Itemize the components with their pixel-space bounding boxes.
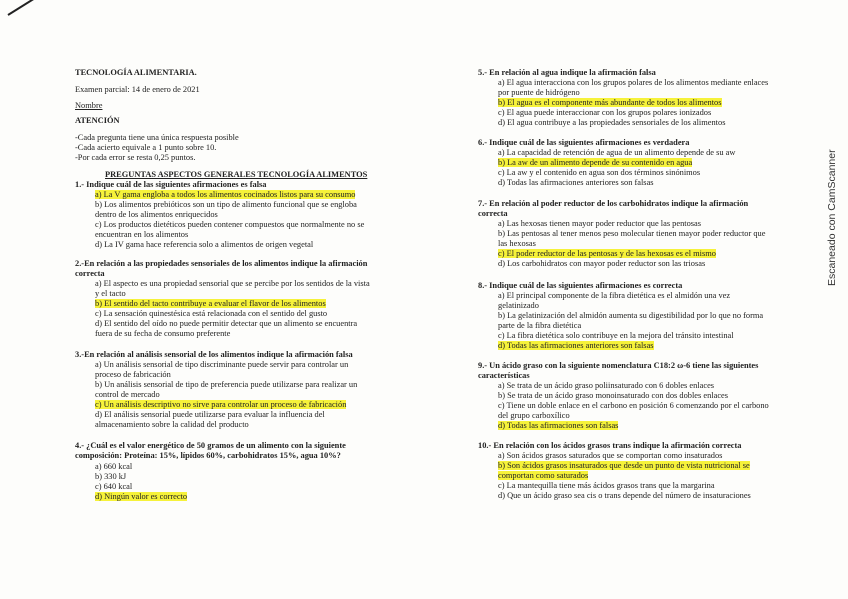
q8-answer-c: c) La fibra dietética solo contribuye en la mejora del tránsito intestinal [498,331,734,340]
q1-stem: 1.- Indique cuál de las siguientes afirmaciones es falsa [75,180,267,189]
q4-answer-d: d) Ningún valor es correcto [95,492,188,501]
rule-3: -Por cada error se resta 0,25 puntos. [75,153,196,162]
q1-answer-a: a) La V gama engloba a todos los alimentos cocinados listos para su consumo [95,190,356,199]
rule-1: -Cada pregunta tiene una única respuesta posible [75,133,239,142]
q7-answer-b-cont: las hexosas [498,239,536,248]
q8-answer-a-cont: gelatinizado [498,301,539,310]
q2-stem: 2.-En relación a las propiedades sensoriales de los alimentos indique la afirmación [75,259,368,268]
q6-stem: 6.- Indique cuál de las siguientes afirmaciones es verdadera [478,138,690,147]
q6-answer-d: d) Todas las afirmaciones anteriores son falsas [498,178,654,187]
rule-2: -Cada acierto equivale a 1 punto sobre 10. [75,143,217,152]
q9-answer-a: a) Se trata de un ácido graso poliinsaturado con 6 dobles enlaces [498,381,715,390]
q10-stem: 10.- En relación con los ácidos grasos trans indique la afirmación correcta [478,441,742,450]
q7-stem: 7.- En relación al poder reductor de los carbohidratos indique la afirmación [478,199,749,208]
q4-stem-cont: composición: Proteína: 15%, lípidos 60%, carbohidratos 15%, agua 10%? [75,451,341,460]
q7-answer-b: b) Las pentosas al tener menos peso molecular tienen mayor poder reductor que [498,229,766,238]
q6-answer-c: c) La aw y el contenido en agua son dos términos sinónimos [498,168,701,177]
q3-answer-d-cont: almacenamiento sobre la calidad del producto [95,420,249,429]
q5-answer-d: d) El agua contribuye a las propiedades sensoriales de los alimentos [498,118,726,127]
q1-answer-b-cont: dentro de los alimentos enriquecidos [95,210,218,219]
q4-answer-c: c) 640 kcal [95,482,133,491]
q1-answer-c-cont: encuentran en los alimentos [95,230,189,239]
q1-answer-b: b) Los alimentos prebióticos son un tipo de alimento funcional que se engloba [95,200,357,209]
q3-answer-c: c) Un análisis descriptivo no sirve para controlar un proceso de fabricación [95,400,347,409]
q7-answer-a: a) Las hexosas tienen mayor poder reductor que las pentosas [498,219,702,228]
q5-answer-b: b) El agua es el componente más abundante de todos los alimentos [498,98,722,107]
q7-answer-d: d) Los carbohidratos con mayor poder reductor son las triosas [498,259,706,268]
q2-answer-d: d) El sentido del oído no puede permitir detectar que un alimento se encuentra [95,319,358,328]
section-heading: PREGUNTAS ASPECTOS GENERALES TECNOLOGÍA ALIMENTOS [105,170,368,179]
q8-answer-a: a) El principal componente de la fibra dietética es el almidón una vez [498,291,731,300]
q8-stem: 8.- Indique cuál de las siguientes afirmaciones es correcta [478,281,683,290]
q9-answer-c-cont: del grupo carboxílico [498,411,570,420]
q8-answer-b-cont: parte de la fibra dietética [498,321,582,330]
q2-answer-b: b) El sentido del tacto contribuye a evaluar el flavor de los alimentos [95,299,326,308]
name-label: Nombre [75,101,103,110]
q7-answer-c: c) El poder reductor de las pentosas y de las hexosas es el mismo [498,249,716,258]
q5-answer-c: c) El agua puede interaccionar con los grupos polares ionizados [498,108,712,117]
q9-answer-b: b) Se trata de un ácido graso monoinsaturado con dos dobles enlaces [498,391,729,400]
q6-answer-a: a) La capacidad de retención de agua de un alimento depende de su aw [498,148,736,157]
q7-stem-cont: correcta [478,209,508,218]
q9-stem: 9.- Un ácido graso con la siguiente nomenclatura C18:2 ω-6 tiene las siguientes [478,361,759,370]
q9-stem-cont: características [478,371,530,380]
q3-answer-b: b) Un análisis sensorial de tipo de preferencia puede utilizarse para realizar un [95,380,358,389]
q2-stem-cont: correcta [75,269,105,278]
q6-answer-b: b) La aw de un alimento depende de su contenido en agua [498,158,693,167]
attention-heading: ATENCIÓN [75,116,120,125]
q9-answer-c: c) Tiene un doble enlace en el carbono en posición 6 comenzando por el carbono [498,401,769,410]
q10-answer-d: d) Que un ácido graso sea cis o trans depende del número de insaturaciones [498,491,751,500]
watermark-text: Escaneado con CamScanner [826,149,838,286]
q2-answer-a-cont: y el tacto [95,289,126,298]
exam-title: TECNOLOGÍA ALIMENTARIA. [75,68,197,77]
q5-stem: 5.- En relación al agua indique la afirmación falsa [478,68,656,77]
q2-answer-a: a) El aspecto es una propiedad sensorial que se percibe por los sentidos de la vista [95,279,370,288]
q10-answer-b: b) Son ácidos grasos insaturados que desde un punto de vista nutricional se [498,461,750,470]
q5-answer-a: a) El agua interacciona con los grupos polares de los alimentos mediante enlaces [498,78,769,87]
q2-answer-c: c) La sensación quinestésica está relacionada con el sentido del gusto [95,309,328,318]
q3-answer-a-cont: proceso de fabricación [95,370,171,379]
q4-answer-a: a) 660 kcal [95,462,133,471]
pen-mark [7,0,40,16]
q10-answer-c: c) La mantequilla tiene más ácidos grasos trans que la margarina [498,481,715,490]
q5-answer-a-cont: por puente de hidrógeno [498,88,580,97]
q3-answer-d: d) El análisis sensorial puede utilizarse para evaluar la influencia del [95,410,325,419]
camscanner-watermark [822,76,846,286]
q8-answer-b: b) La gelatinización del almidón aumenta su digestibilidad por lo que no forma [498,311,764,320]
exam-date: Examen parcial: 14 de enero de 2021 [75,85,200,94]
q9-answer-d: d) Todas las afirmaciones son falsas [498,421,619,430]
q3-stem: 3.-En relación al análisis sensorial de los alimentos indique la afirmación falsa [75,350,353,359]
q8-answer-d: d) Todas las afirmaciones anteriores son falsas [498,341,654,350]
q10-answer-a: a) Son ácidos grasos saturados que se comportan como insaturados [498,451,723,460]
q3-answer-b-cont: control de mercado [95,390,160,399]
q1-answer-c: c) Los productos dietéticos pueden contener compuestos que normalmente no se [95,220,365,229]
q10-answer-b-cont: comportan como saturados [498,471,589,480]
q1-answer-d: d) La IV gama hace referencia solo a alimentos de origen vegetal [95,240,314,249]
q4-stem: 4.- ¿Cuál es el valor energético de 50 gramos de un alimento con la siguiente [75,441,346,450]
q4-answer-b: b) 330 kJ [95,472,127,481]
q3-answer-a: a) Un análisis sensorial de tipo discriminante puede servir para controlar un [95,360,349,369]
q2-answer-d-cont: fuera de su fecha de consumo preferente [95,329,231,338]
